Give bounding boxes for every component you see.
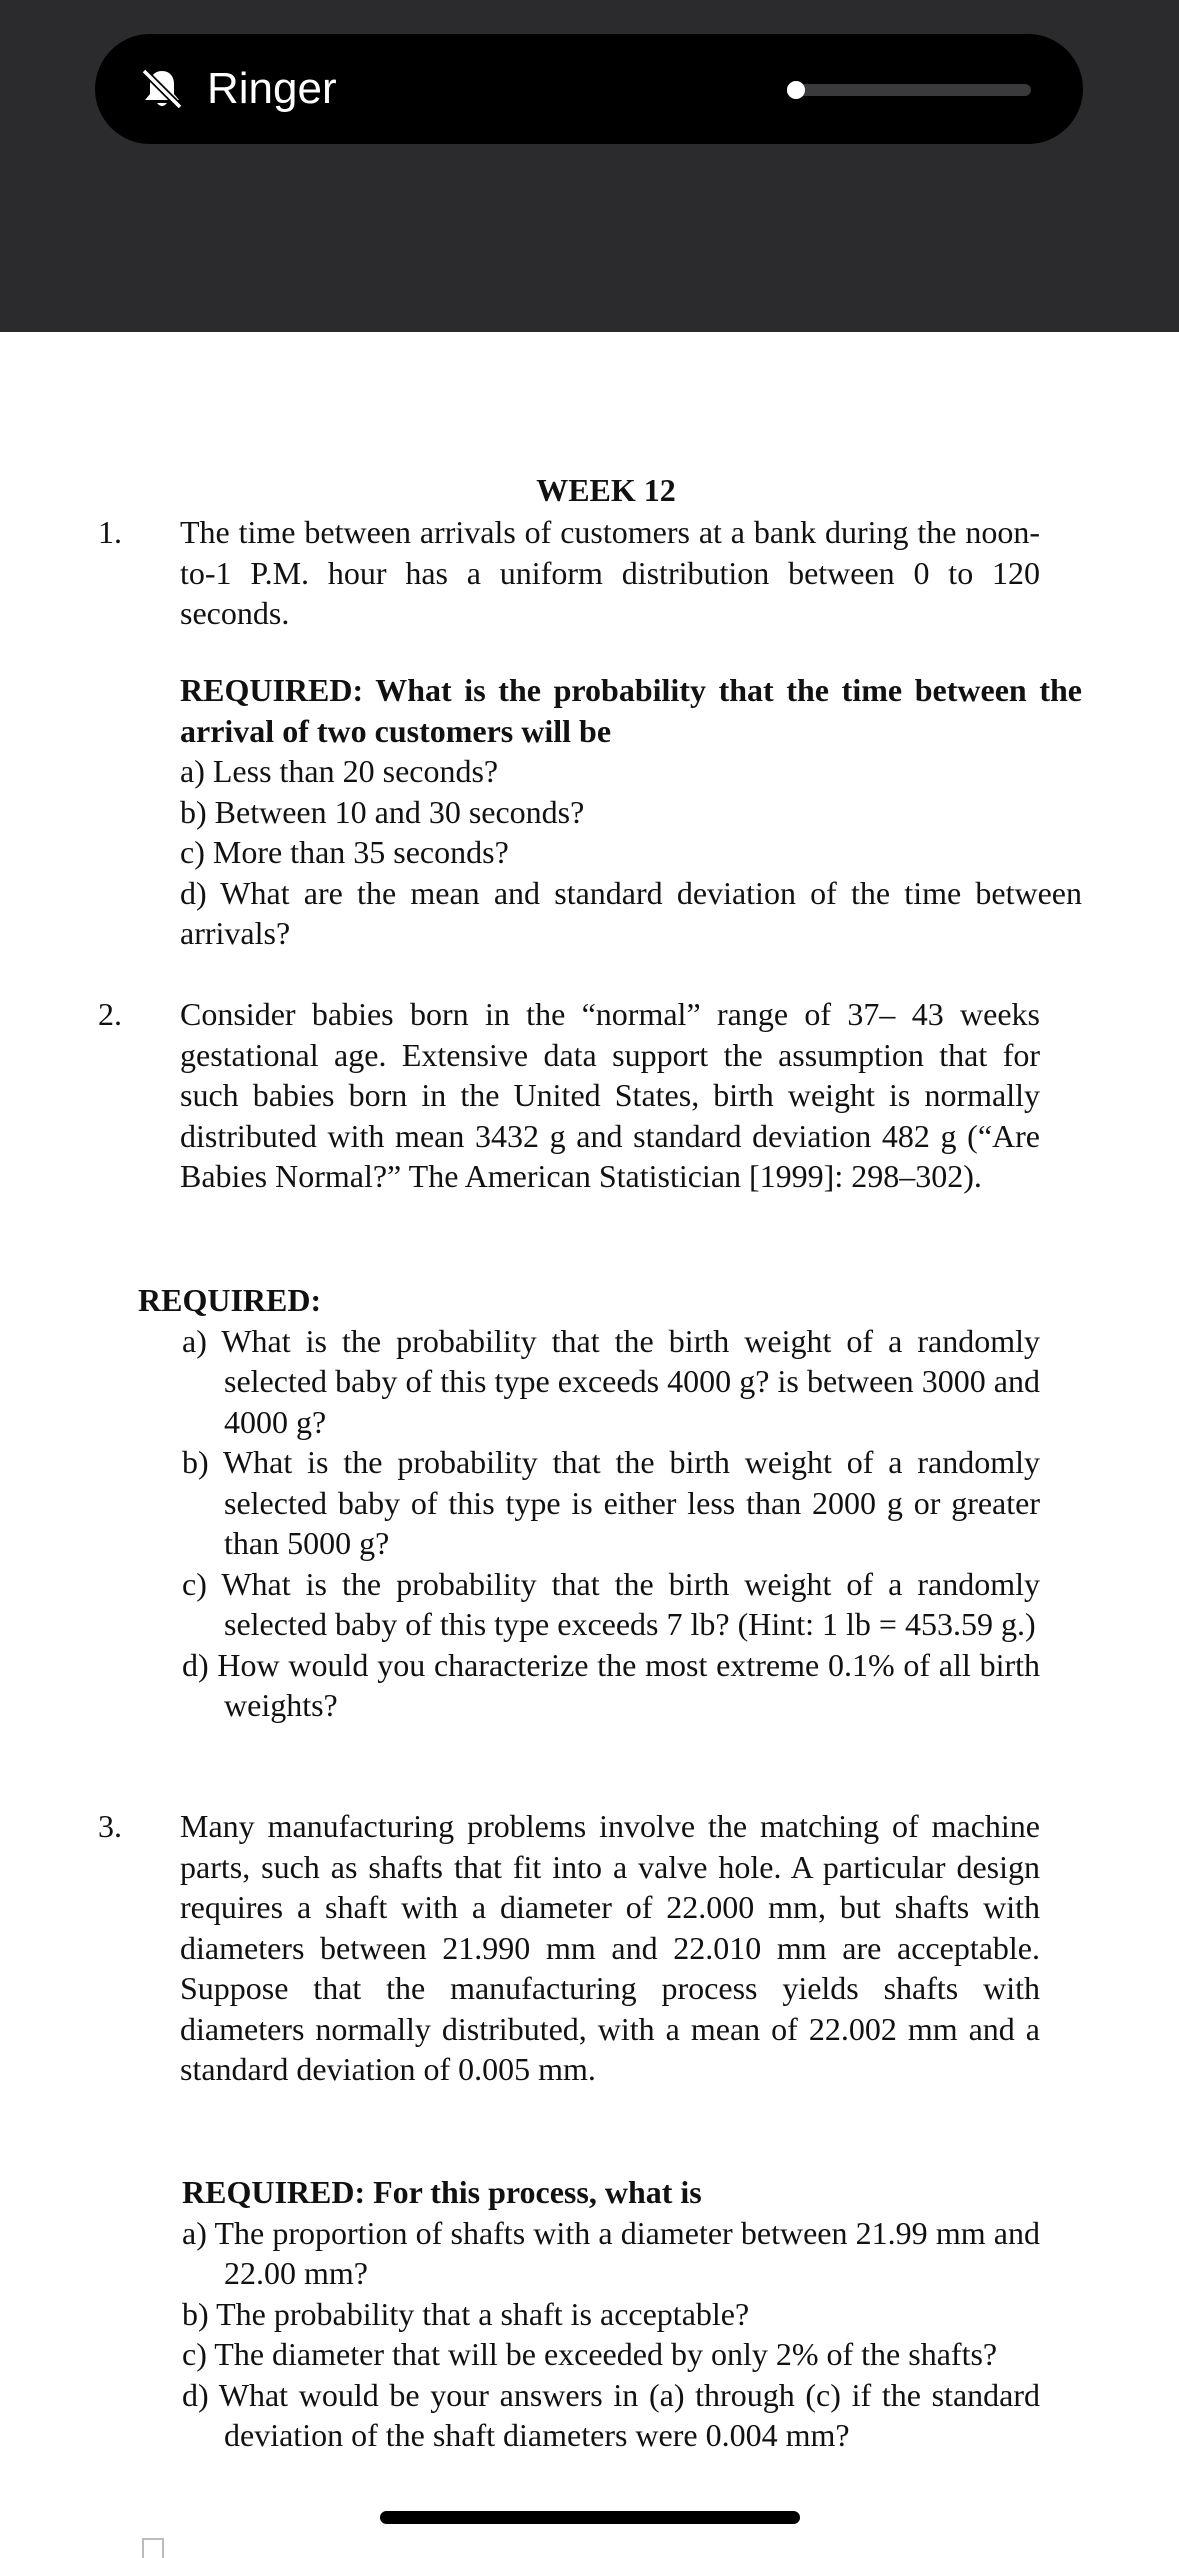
list-item: c) The diameter that will be exceeded by only 2% of the shafts? bbox=[182, 2336, 998, 2372]
question-number: 2. bbox=[98, 996, 122, 1032]
list-item: c) More than 35 seconds? bbox=[180, 834, 509, 870]
question-number: 1. bbox=[98, 514, 122, 550]
question-number: 3. bbox=[98, 1808, 122, 1844]
ringer-hud[interactable] bbox=[95, 34, 1083, 144]
list-item: a) What is the probability that the birth weight of a randomly selected baby of this type exceeds 4000 g? is between 3000 and 4000 g? bbox=[182, 1322, 1040, 1440]
list-item: a) The proportion of shafts with a diameter between 21.99 mm and 22.00 mm? bbox=[182, 2214, 1040, 2291]
list-item: b) The probability that a shaft is acceptable? bbox=[182, 2295, 750, 2332]
question-text: Consider babies born in the “normal” range of 37– 43 weeks gestational age. Extensive data support the assumption that for such babies born in the United States, birth weight is normally distributed with mean 3432 g and standard deviation 482 g (“Are Babies Normal?” The American Statistician [1999]: 298–302). bbox=[180, 996, 1040, 1194]
document-page bbox=[0, 332, 1179, 2556]
volume-knob[interactable] bbox=[787, 81, 805, 99]
ringer-label: Ringer bbox=[207, 64, 337, 113]
home-indicator[interactable] bbox=[380, 2511, 800, 2524]
question-2-required bbox=[138, 1280, 1040, 1726]
document-title: WEEK 12 bbox=[536, 472, 676, 508]
ringer-volume-slider[interactable] bbox=[787, 84, 1031, 96]
question-text: Many manufacturing problems involve the matching of machine parts, such as shafts that fit into a valve hole. A particular design requires a shaft with a diameter of 22.000 mm, but shafts with diameters between 21.990 mm and 22.010 mm are acceptable. Suppose that the manufacturing process yields shafts with diameters normally distributed, with a mean of 22.002 mm and a standard deviation of 0.005 mm. bbox=[180, 1808, 1040, 2087]
question-3 bbox=[98, 1806, 1040, 2090]
list-item: c) What is the probability that the birth weight of a randomly selected baby of this type exceeds 7 lb? (Hint: 1 lb = 453.59 g.) bbox=[182, 1565, 1040, 1642]
list-item: b) What is the probability that the birth weight of a randomly selected baby of this type is either less than 2000 g or greater than 5000 g? bbox=[182, 1444, 1040, 1561]
ringer-overlay-background bbox=[0, 0, 1179, 332]
required-heading: REQUIRED: bbox=[138, 1282, 322, 1318]
required-heading: REQUIRED: For this process, what is bbox=[182, 2174, 702, 2210]
question-2 bbox=[98, 994, 1040, 1197]
page-corner-mark bbox=[142, 2538, 164, 2558]
list-item: d) How would you characterize the most extreme 0.1% of all birth weights? bbox=[182, 1646, 1040, 1723]
question-1 bbox=[98, 512, 1040, 634]
bell-slash-icon bbox=[137, 64, 187, 114]
list-item: a) Less than 20 seconds? bbox=[180, 753, 499, 789]
list-item: d) What are the mean and standard deviation of the time between arrivals? bbox=[180, 874, 1082, 951]
required-heading: REQUIRED: What is the probability that the time between the arrival of two customers will be bbox=[180, 672, 1082, 749]
question-1-required bbox=[180, 670, 1082, 954]
list-item: b) Between 10 and 30 seconds? bbox=[180, 793, 585, 830]
question-3-required bbox=[182, 2172, 1040, 2456]
list-item: d) What would be your answers in (a) through (c) if the standard deviation of the shaft diameters were 0.004 mm? bbox=[182, 2376, 1040, 2453]
question-text: The time between arrivals of customers at a bank during the noon-to-1 P.M. hour has a uniform distribution between 0 to 120 seconds. bbox=[180, 514, 1040, 631]
